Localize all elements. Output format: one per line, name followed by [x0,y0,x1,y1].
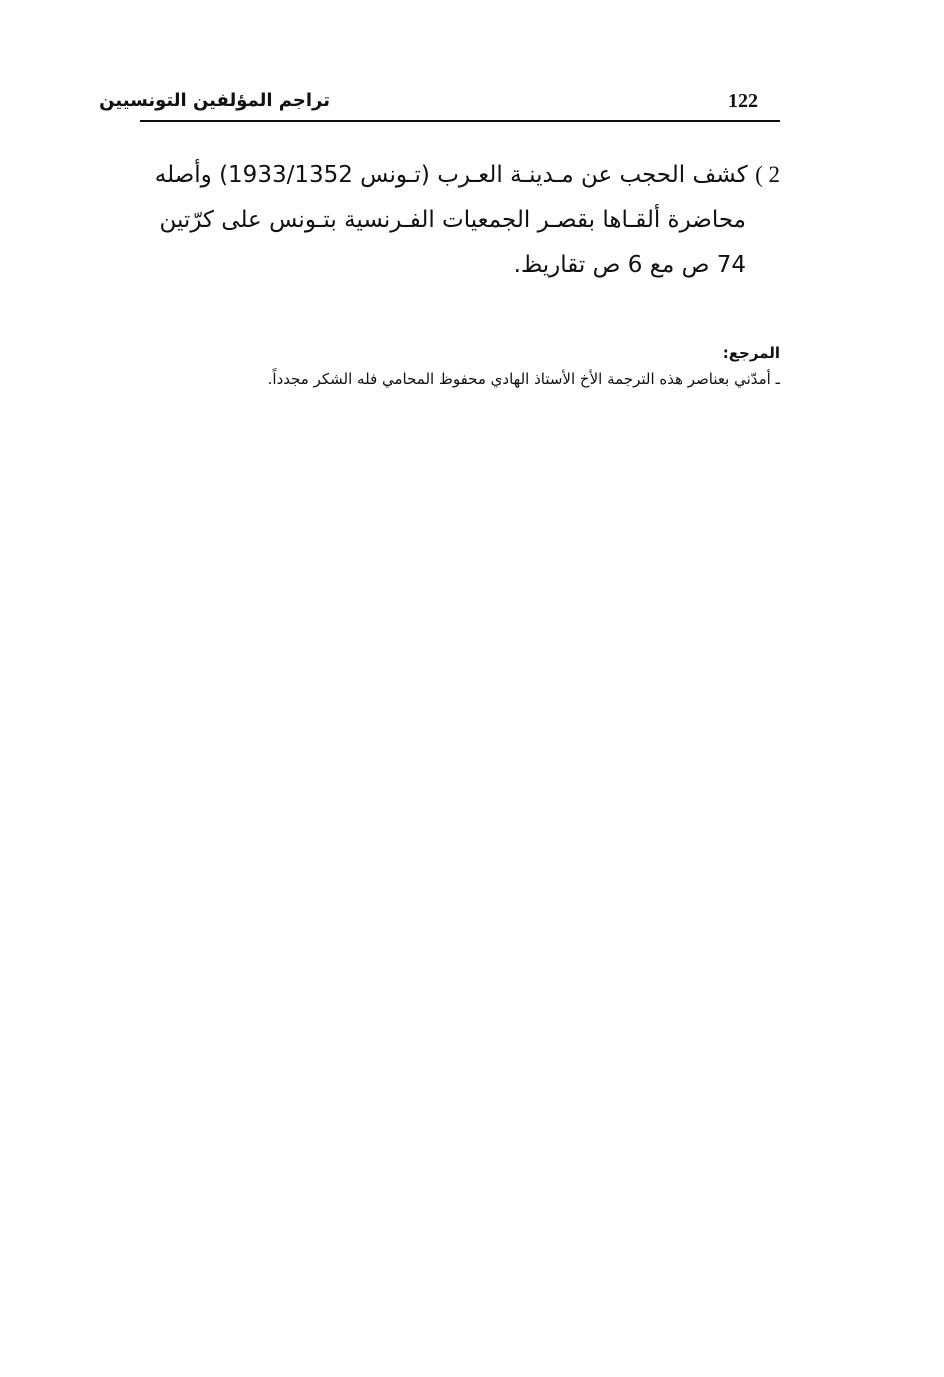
entry-line-3: 74 ص مع 6 ص تقاريظ. [513,252,746,278]
running-header [99,86,780,120]
entry-line-2: محاضرة ألقـاها بقصـر الجمعيات الفـرنسية بتـونس على كرّتين [159,207,746,233]
references-section [140,340,780,392]
page-number: 122 [728,90,758,112]
references-label: المرجع: [722,344,780,362]
entry-line-1 [140,152,780,198]
reference-item: ـ أمدّني بعناصر هذه الترجمة الأخ الأستاذ الهادي محفوظ المحامي فله الشكر مجدداً. [267,370,780,388]
bibliography-entry [140,152,780,288]
entry-number: 2 ) [755,162,780,187]
entry-line-1-text: كشف الحجب عن مـدينـة العـرب (تـونس 1933/1352) وأصله [154,162,748,188]
running-title: تراجم المؤلفين التونسيين [99,90,330,111]
header-rule [140,120,780,122]
